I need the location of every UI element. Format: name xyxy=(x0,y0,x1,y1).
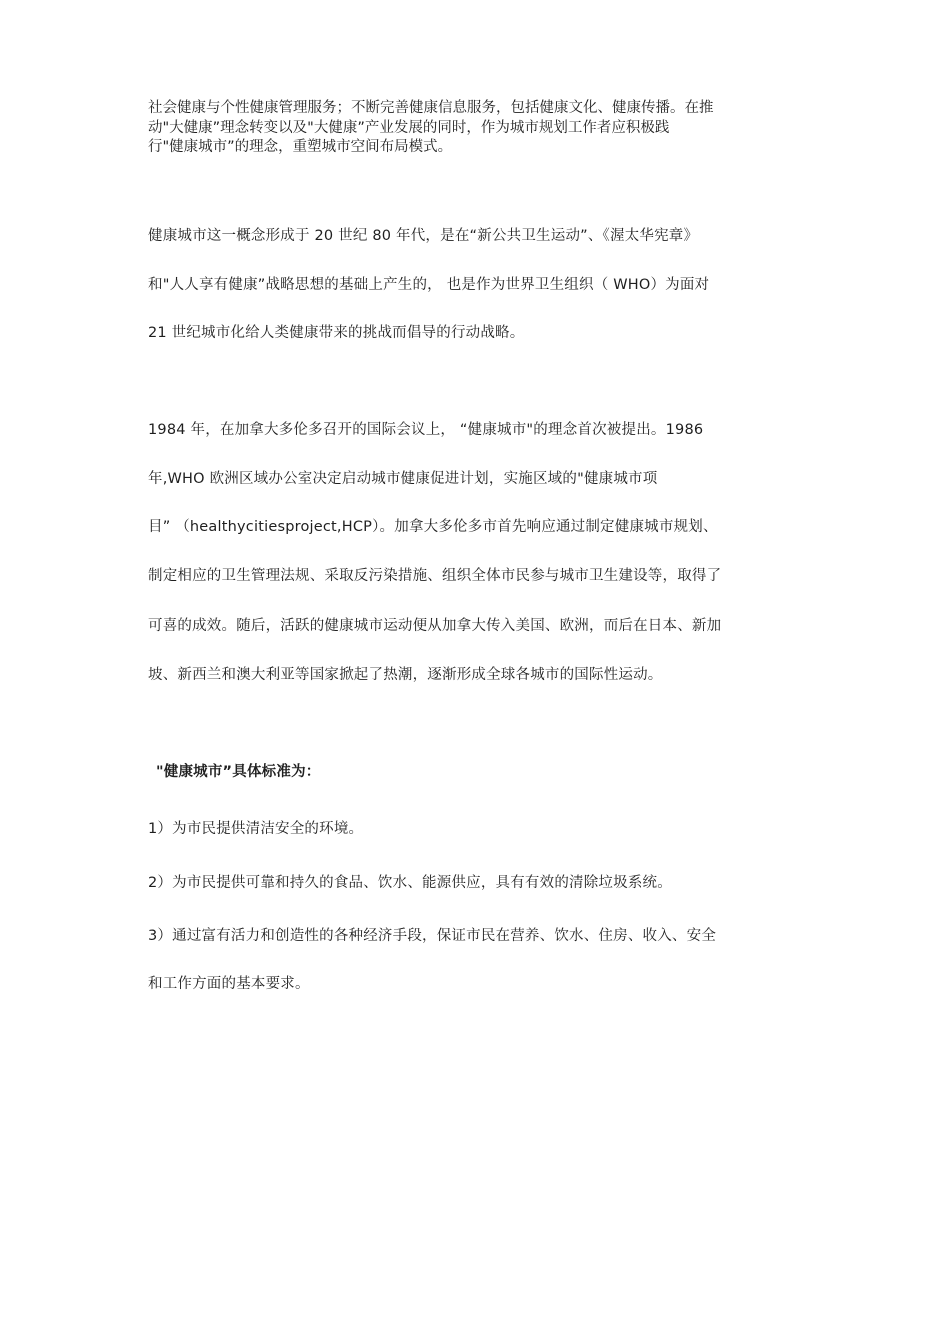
paragraph-3-line-6: 坡、新西兰和澳大利亚等国家掀起了热潮，逐渐形成全球各城市的国际性运动。 xyxy=(148,667,663,683)
paragraph-3-line-2: 年,WHO 欧洲区域办公室决定启动城市健康促进计划，实施区域的"健康城市项 xyxy=(148,471,658,487)
paragraph-1-line-1: 社会健康与个性健康管理服务；不断完善健康信息服务，包括健康文化、健康传播。在推 xyxy=(148,100,714,116)
criteria-item-1: 1）为市民提供清洁安全的环境。 xyxy=(148,821,364,837)
paragraph-3-line-5: 可喜的成效。随后，活跃的健康城市运动便从加拿大传入美国、欧洲，而后在日本、新加 xyxy=(148,618,722,634)
criteria-item-3-line-1: 3）通过富有活力和创造性的各种经济手段，保证市民在营养、饮水、住房、收入、安全 xyxy=(148,928,717,944)
paragraph-1-line-3: 行"健康城市”的理念，重塑城市空间布局模式。 xyxy=(148,139,453,155)
paragraph-3-line-4: 制定相应的卫生管理法规、采取反污染措施、组织全体市民参与城市卫生建设等，取得了 xyxy=(148,568,722,584)
criteria-item-3-line-2: 和工作方面的基本要求。 xyxy=(148,976,310,992)
paragraph-2-line-2: 和"人人享有健康”战略思想的基础上产生的， 也是作为世界卫生组织（ WHO）为面对 xyxy=(148,277,710,293)
paragraph-1-line-2: 动"大健康”理念转变以及"大健康”产业发展的同时，作为城市规划工作者应积极践 xyxy=(148,120,670,136)
paragraph-3-line-3: 目” （healthycitiesproject,HCP）。加拿大多伦多市首先响应通过制定健康城市规划、 xyxy=(148,519,718,535)
paragraph-3-line-1: 1984 年，在加拿大多伦多召开的国际会议上， “健康城市"的理念首次被提出。1986 xyxy=(148,422,704,438)
criteria-heading: "健康城市”具体标准为： xyxy=(156,764,321,780)
paragraph-2-line-3: 21 世纪城市化给人类健康带来的挑战而倡导的行动战略。 xyxy=(148,325,525,341)
paragraph-2-line-1: 健康城市这一概念形成于 20 世纪 80 年代，是在“新公共卫生运动”、《渥太华宪章》 xyxy=(148,228,699,244)
criteria-item-2: 2）为市民提供可靠和持久的食品、饮水、能源供应，具有有效的清除垃圾系统。 xyxy=(148,875,672,891)
